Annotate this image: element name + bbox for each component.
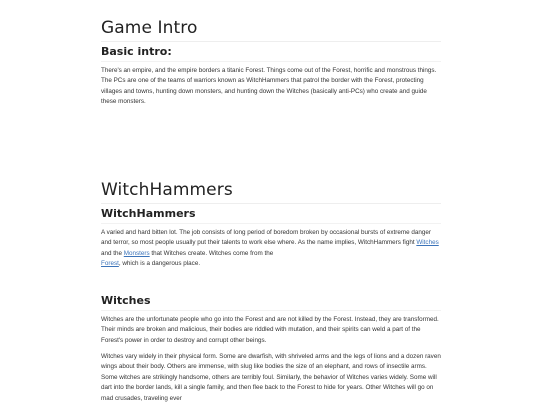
- basic-intro-paragraph: There's an empire, and the empire borders a titanic Forest. Things come out of the Forest, horrific and monstrous things. The PCs are one of the teams of warriors known as WitchHammers that patrol the border with the Forest, protecting villages and towns, hunting down monsters, and hunting down the Witches (basically anti-PCs) who create and guide these monsters.: [101, 67, 437, 106]
- subsection-title-witchhammers: WitchHammers: [101, 207, 441, 224]
- witches-link[interactable]: Witches: [416, 239, 439, 247]
- witches-paragraph-1: Witches are the unfortunate people who go into the Forest and are not killed by the Forest. Instead, they are transformed. Their minds are broken and malicious, their bodies are riddled with mutation, and their spirits can weld a part of the Forest's power in order to destroy and corrupt other beings.: [101, 316, 439, 344]
- witches-paragraph-2: Witches vary widely in their physical form. Some are dwarfish, with shriveled arms and the legs of lions and a dozen raven wings about their body. Others are immense, with slug like bodies the size of an elephant, and rows of insectile arms. Some witches are strikingly handsome, others are terribly foul. Similarly, the behavior of Witches varies widely. Some will dart into the border lands, kill a single family, and then flee back to the Forest to hide for years. Other Witches will go on mad crusades, traveling ever: [101, 353, 441, 402]
- subsection-title-basic-intro: Basic intro:: [101, 45, 441, 62]
- witchhammers-text-4: , which is a dangerous place.: [118, 260, 201, 268]
- forest-link[interactable]: Forest: [101, 260, 119, 268]
- monsters-link[interactable]: Monsters: [123, 249, 150, 257]
- witchhammers-text-3: that Witches create. Witches come from the: [149, 249, 274, 257]
- section-title-witchhammers: WitchHammers: [101, 180, 441, 204]
- witchhammers-paragraph: [101, 228, 441, 270]
- subsection-title-witches: Witches: [101, 294, 441, 311]
- witchhammers-text-2: and the: [101, 249, 124, 257]
- witchhammers-text-1: A varied and hard bitten lot. The job consists of long period of boredom broken by occasional bursts of extreme danger and terror, so most people usually put their talents to work else where. As the name implies, WitchHammers fight: [101, 229, 431, 247]
- section-title-game-intro: Game Intro: [101, 18, 441, 42]
